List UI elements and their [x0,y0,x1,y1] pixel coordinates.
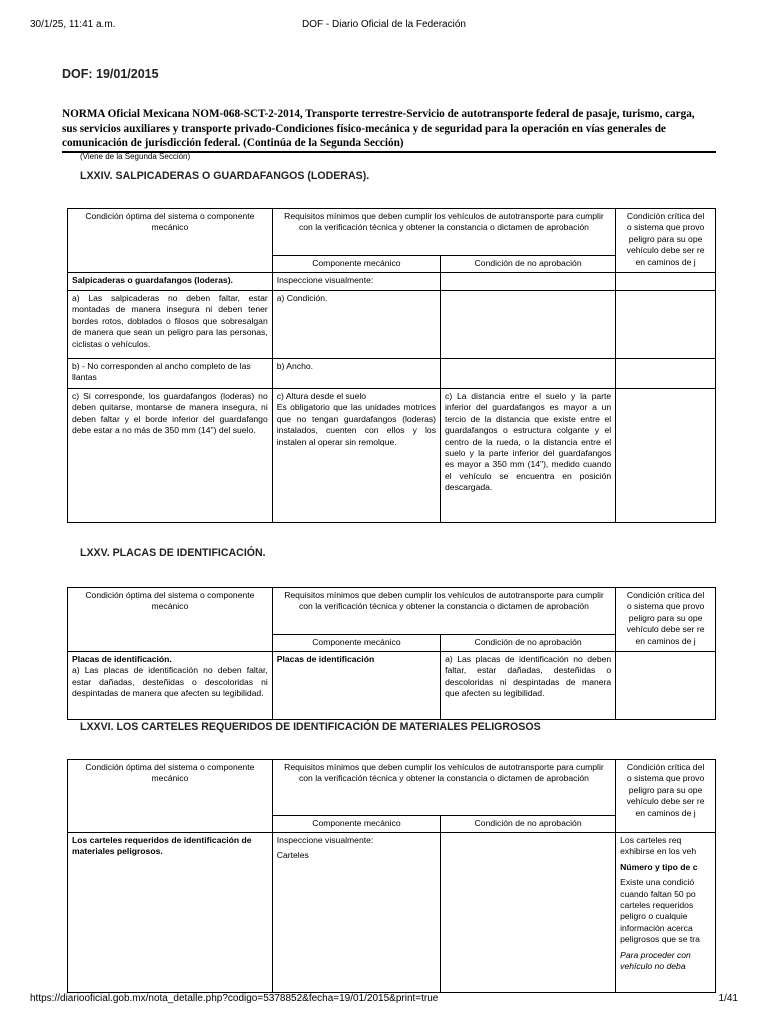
table-cell [441,291,616,359]
table-cell [441,833,616,993]
viene-note: (Viene de la Segunda Sección) [80,152,191,161]
table-cell: a) Las placas de identificación no deben faltar, estar dañadas, desteñidas o descoloridas ni despintadas de manera que afecten su legibilidad. [441,652,616,720]
browser-timestamp: 30/1/25, 11:41 a.m. [30,19,116,30]
table-cell: c) Altura desde el suelo Es obligatorio que las unidades motrices que no tengan guardafangos (loderas) instalados, cuenten con ellos y los instalen al operar sin remolque. [272,389,440,523]
table-cell: Los carteles requeridos de identificación de materiales peligrosos. [68,833,273,993]
norm-title-line: sus servicios auxiliares y transporte privado-Condiciones físico-mecánica y de seguridad para la operación en vías generales de [62,122,666,135]
header-optimal-condition: Condición óptima del sistema o componente mecánico [68,588,273,652]
table-cell: Inspeccione visualmente: Carteles [272,833,440,993]
table-cell [441,273,616,291]
table-cell: Placas de identificación [272,652,440,720]
table-cell: Salpicaderas o guardafangos (loderas). [68,273,273,291]
section-title: LXXIV. SALPICADERAS O GUARDAFANGOS (LODERAS). [80,170,370,182]
browser-page-title: DOF - Diario Oficial de la Federación [302,19,466,30]
table-cell [616,291,716,359]
requirements-table [67,587,716,720]
table-cell: a) Las salpicaderas no deben faltar, estar montadas de manera insegura ni deben tener bordes rotos, doblados o filosos que sobresalgan de manera que sean un peligro para las personas, ciclistas o vehículos. [68,291,273,359]
table-cell: Los carteles req exhibirse en los veh Número y tipo de c Existe una condició cuando faltan 50 po carteles requeridos peligro o cualquie información acerca peligrosos que se tra Para proceder con vehículo no deba [616,833,716,993]
norm-title [62,107,716,151]
section-title: LXXVI. LOS CARTELES REQUERIDOS DE IDENTIFICACIÓN DE MATERIALES PELIGROSOS [80,721,541,733]
header-mechanical-component: Componente mecánico [272,256,440,273]
page-url: https://diariooficial.gob.mx/nota_detalle.php?codigo=5378852&fecha=19/01/2015&print=true [30,993,439,1004]
table-cell: c) Si corresponde, los guardafangos (loderas) no deben quitarse, montarse de manera insegura, ni deben faltar y el borde inferior del guardafango debe estar a no más de 350 mm (14") del suelo. [68,389,273,523]
section-title: LXXV. PLACAS DE IDENTIFICACIÓN. [80,547,266,559]
requirements-table [67,759,716,993]
table-cell [616,652,716,720]
header-optimal-condition: Condición óptima del sistema o componente mecánico [68,760,273,833]
header-critical-condition: Condición crítica del o sistema que provo peligro para su ope vehículo debe ser re en caminos de j [616,209,716,273]
table-cell: c) La distancia entre el suelo y la parte inferior del guardafangos es mayor a un tercio de la distancia que existe entre el guardafangos o estructura colgante y el centro de la rueda, o la distancia entre el suelo y la parte inferior del guardafangos es mayor a 350 mm (14"), medido cuando el vehículo se encuentra en posición descargada. [441,389,616,523]
table-cell [616,389,716,523]
norm-title-line: comunicación de jurisdicción federal. (Continúa de la Segunda Sección) [62,137,404,150]
table-cell: Placas de identificación. a) Las placas de identificación no deben faltar, estar dañadas, desteñidas o descoloridas ni despintadas de manera que afecten su legibilidad. [68,652,273,720]
header-mechanical-component: Componente mecánico [272,635,440,652]
header-min-requirements: Requisitos mínimos que deben cumplir los vehículos de autotransporte para cumplir con la verificación técnica y obtener la constancia o dictamen de aprobación [272,760,615,816]
norm-title-line: NORMA Oficial Mexicana NOM-068-SCT-2-2014, Transporte terrestre-Servicio de autotransporte federal de pasaje, turismo, carga, [62,108,695,120]
table-cell: Inspeccione visualmente: [272,273,440,291]
table-cell [441,359,616,389]
header-non-approval: Condición de no aprobación [441,256,616,273]
header-min-requirements: Requisitos mínimos que deben cumplir los vehículos de autotransporte para cumplir con la verificación técnica y obtener la constancia o dictamen de aprobación [272,588,615,635]
requirements-table [67,208,716,523]
header-critical-condition: Condición crítica del o sistema que provo peligro para su ope vehículo debe ser re en caminos de j [616,760,716,833]
table-cell: b) - No corresponden al ancho completo de las llantas [68,359,273,389]
table-cell: a) Condición. [272,291,440,359]
header-min-requirements: Requisitos mínimos que deben cumplir los vehículos de autotransporte para cumplir con la verificación técnica y obtener la constancia o dictamen de aprobación [272,209,615,256]
header-mechanical-component: Componente mecánico [272,816,440,833]
header-critical-condition: Condición crítica del o sistema que provo peligro para su ope vehículo debe ser re en caminos de j [616,588,716,652]
dof-date: DOF: 19/01/2015 [62,67,159,81]
header-non-approval: Condición de no aprobación [441,635,616,652]
table-cell [616,273,716,291]
header-non-approval: Condición de no aprobación [441,816,616,833]
header-optimal-condition: Condición óptima del sistema o componente mecánico [68,209,273,273]
table-cell [616,359,716,389]
page-number: 1/41 [718,993,738,1004]
table-cell: b) Ancho. [272,359,440,389]
